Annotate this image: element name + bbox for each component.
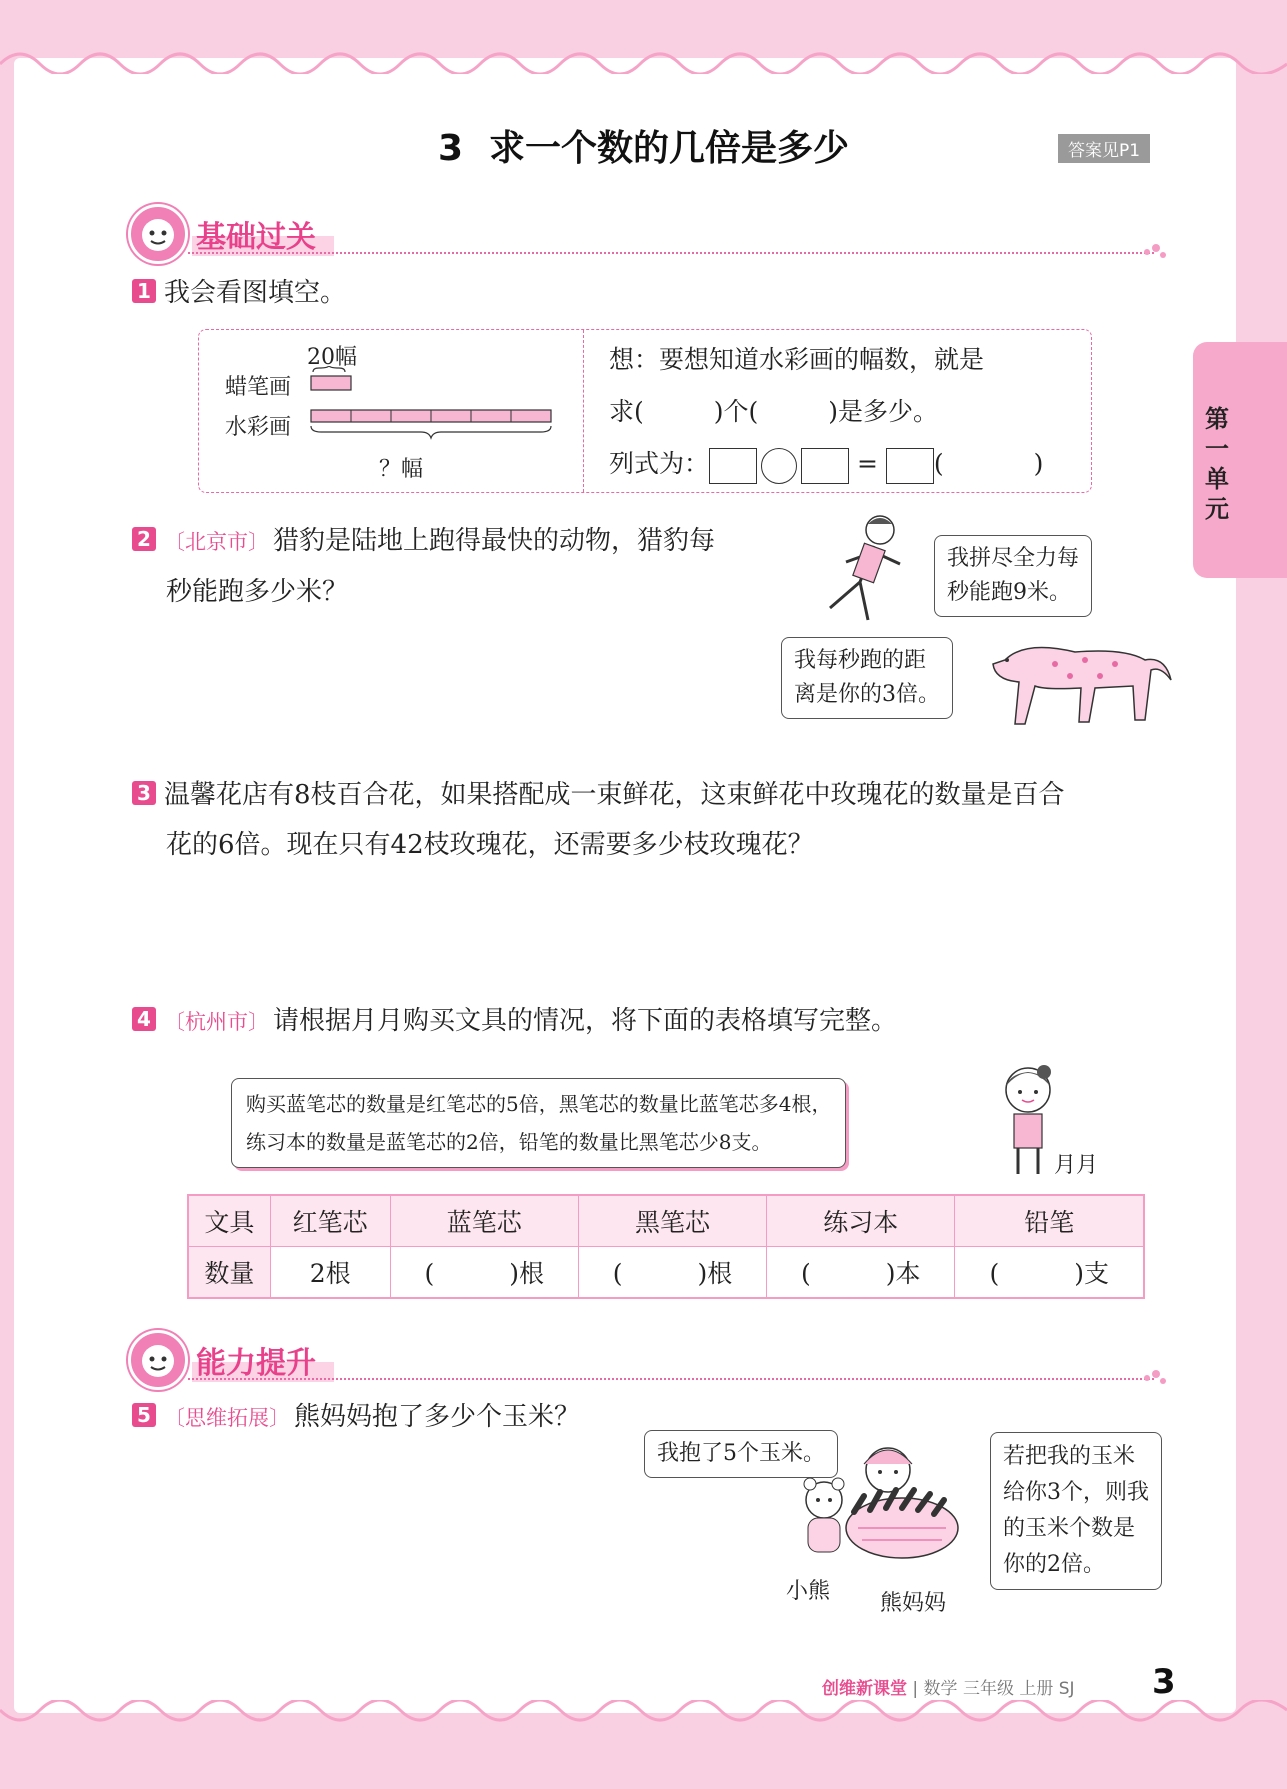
operator-circle[interactable] bbox=[761, 448, 797, 484]
cheetah-speech-bubble bbox=[781, 637, 953, 719]
question-number: 3 bbox=[132, 781, 156, 805]
title-number: 3 bbox=[437, 128, 464, 169]
answer-box[interactable] bbox=[709, 448, 757, 484]
table-header-row bbox=[188, 1195, 1144, 1247]
question-4 bbox=[132, 996, 897, 1047]
monkey-mascot-icon bbox=[128, 204, 188, 264]
table-header-cell: 黑笔芯 bbox=[578, 1195, 766, 1247]
q1-diagram-box bbox=[198, 329, 1092, 493]
section-divider bbox=[188, 1378, 1154, 1380]
bubble-text: 给你3个，则我 bbox=[1003, 1480, 1149, 1505]
table-answer-cell[interactable]: ( )根 bbox=[578, 1247, 766, 1299]
section-header-basic bbox=[128, 204, 1168, 268]
question-text: 温馨花店有8枝百合花，如果搭配成一束鲜花，这束鲜花中玫瑰花的数量是百合 bbox=[164, 780, 1065, 810]
table-header-cell: 红笔芯 bbox=[270, 1195, 390, 1247]
mother-bear-name-label: 熊妈妈 bbox=[880, 1591, 947, 1616]
region-tag: 〔北京市〕 bbox=[164, 530, 269, 554]
crayon-label: 蜡笔画 bbox=[225, 375, 292, 400]
stationery-table bbox=[187, 1194, 1145, 1299]
equals-sign: = bbox=[856, 449, 878, 478]
paren-close: ) bbox=[1033, 449, 1044, 478]
question-text: 熊妈妈抱了多少个玉米？ bbox=[294, 1402, 581, 1432]
question-number: 4 bbox=[132, 1007, 156, 1031]
monkey-mascot-icon bbox=[128, 1330, 188, 1390]
answer-box[interactable] bbox=[801, 448, 849, 484]
text-seg: 求( bbox=[609, 397, 644, 426]
table-answer-cell[interactable]: ( )本 bbox=[767, 1247, 955, 1299]
section-title-basic: 基础过关 bbox=[192, 212, 334, 256]
table-header-cell: 铅笔 bbox=[955, 1195, 1144, 1247]
text-seg: )是多少。 bbox=[828, 397, 939, 426]
table-header-cell: 练习本 bbox=[767, 1195, 955, 1247]
bubble-text: 我拼尽全力每 bbox=[947, 546, 1080, 571]
title-text: 求一个数的几倍是多少 bbox=[489, 128, 850, 169]
table-cell: 数量 bbox=[188, 1247, 270, 1299]
table-header-cell: 蓝笔芯 bbox=[390, 1195, 578, 1247]
table-header-cell: 文具 bbox=[188, 1195, 270, 1247]
footer-brand: 创维新课堂 bbox=[822, 1679, 907, 1699]
text-seg: )个( bbox=[713, 397, 759, 426]
bar-model-diagram bbox=[309, 366, 559, 466]
bubble-text: 购买蓝笔芯的数量是红笔芯的5倍，黑笔芯的数量比蓝笔芯多4根， bbox=[246, 1092, 832, 1116]
crayon-count-label: 20幅 bbox=[307, 345, 357, 370]
table-cell: 2根 bbox=[270, 1247, 390, 1299]
watercolor-label: 水彩画 bbox=[225, 415, 292, 440]
stationery-info-bubble bbox=[231, 1078, 846, 1168]
question-number: 2 bbox=[132, 527, 156, 551]
table-answer-cell[interactable]: ( )支 bbox=[955, 1247, 1144, 1299]
bubble-text: 秒能跑9米。 bbox=[947, 580, 1071, 605]
bubble-text: 你的2倍。 bbox=[1003, 1552, 1105, 1577]
question-number: 5 bbox=[132, 1403, 156, 1427]
bubble-text: 离是你的3倍。 bbox=[794, 682, 940, 707]
bubble-text: 若把我的玉米 bbox=[1003, 1444, 1136, 1469]
question-text: 秒能跑多少米？ bbox=[166, 577, 349, 607]
section-divider bbox=[188, 252, 1154, 254]
page-number: 3 bbox=[1152, 1662, 1176, 1702]
bubble-text: 我每秒跑的距 bbox=[794, 648, 927, 673]
section-title-advanced: 能力提升 bbox=[192, 1338, 334, 1382]
table-row bbox=[188, 1247, 1144, 1299]
small-bear-name-label: 小熊 bbox=[786, 1579, 831, 1604]
section-header-advanced bbox=[128, 1330, 1168, 1394]
footer-book-info: | 数学 三年级 上册 SJ bbox=[912, 1679, 1075, 1699]
small-bear-speech-bubble: 我抱了5个玉米。 bbox=[644, 1430, 838, 1478]
region-tag: 〔思维拓展〕 bbox=[164, 1406, 290, 1430]
think-line-2 bbox=[609, 392, 938, 428]
question-2 bbox=[132, 516, 772, 617]
question-text: 花的6倍。现在只有42枝玫瑰花，还需要多少枝玫瑰花？ bbox=[166, 830, 814, 860]
bubble-text: 的玉米个数是 bbox=[1003, 1516, 1136, 1541]
decorative-dots-icon bbox=[1142, 1370, 1168, 1386]
unit-side-tab bbox=[1193, 342, 1287, 578]
bubble-text: 练习本的数量是蓝笔芯的2倍，铅笔的数量比黑笔芯少8支。 bbox=[246, 1130, 772, 1154]
question-3 bbox=[132, 770, 1192, 870]
cheetah-illustration bbox=[985, 630, 1175, 730]
decorative-dots-icon bbox=[1142, 244, 1168, 260]
think-line-1: 想：要想知道水彩画的幅数，就是 bbox=[609, 345, 985, 374]
question-text: 猎豹是陆地上跑得最快的动物，猎豹每 bbox=[273, 526, 716, 556]
bottom-wave-border bbox=[0, 1700, 1287, 1730]
boy-speech-bubble bbox=[934, 535, 1092, 617]
girl-name-label: 月月 bbox=[1054, 1153, 1099, 1178]
footer-info bbox=[822, 1674, 1075, 1699]
mother-bear-speech-bubble bbox=[990, 1432, 1162, 1590]
question-number: 1 bbox=[132, 279, 156, 303]
top-wave-border bbox=[0, 44, 1287, 74]
paren-open: ( bbox=[933, 449, 944, 478]
region-tag: 〔杭州市〕 bbox=[164, 1010, 269, 1034]
formula-label: 列式为： bbox=[609, 449, 710, 478]
unknown-count-label: ？幅 bbox=[379, 457, 424, 482]
question-5 bbox=[132, 1392, 580, 1443]
unit-side-tab-label: 第一单元 bbox=[1205, 405, 1229, 523]
bears-with-corn-illustration bbox=[784, 1440, 984, 1580]
table-answer-cell[interactable]: ( )根 bbox=[390, 1247, 578, 1299]
formula-line bbox=[609, 444, 1043, 484]
question-text: 我会看图填空。 bbox=[164, 278, 347, 308]
running-boy-illustration bbox=[790, 512, 920, 632]
box-divider bbox=[583, 330, 584, 492]
question-text: 请根据月月购买文具的情况，将下面的表格填写完整。 bbox=[273, 1006, 898, 1036]
question-1 bbox=[132, 268, 346, 318]
answer-reference-tag: 答案见P1 bbox=[1058, 134, 1150, 163]
answer-box[interactable] bbox=[886, 448, 934, 484]
